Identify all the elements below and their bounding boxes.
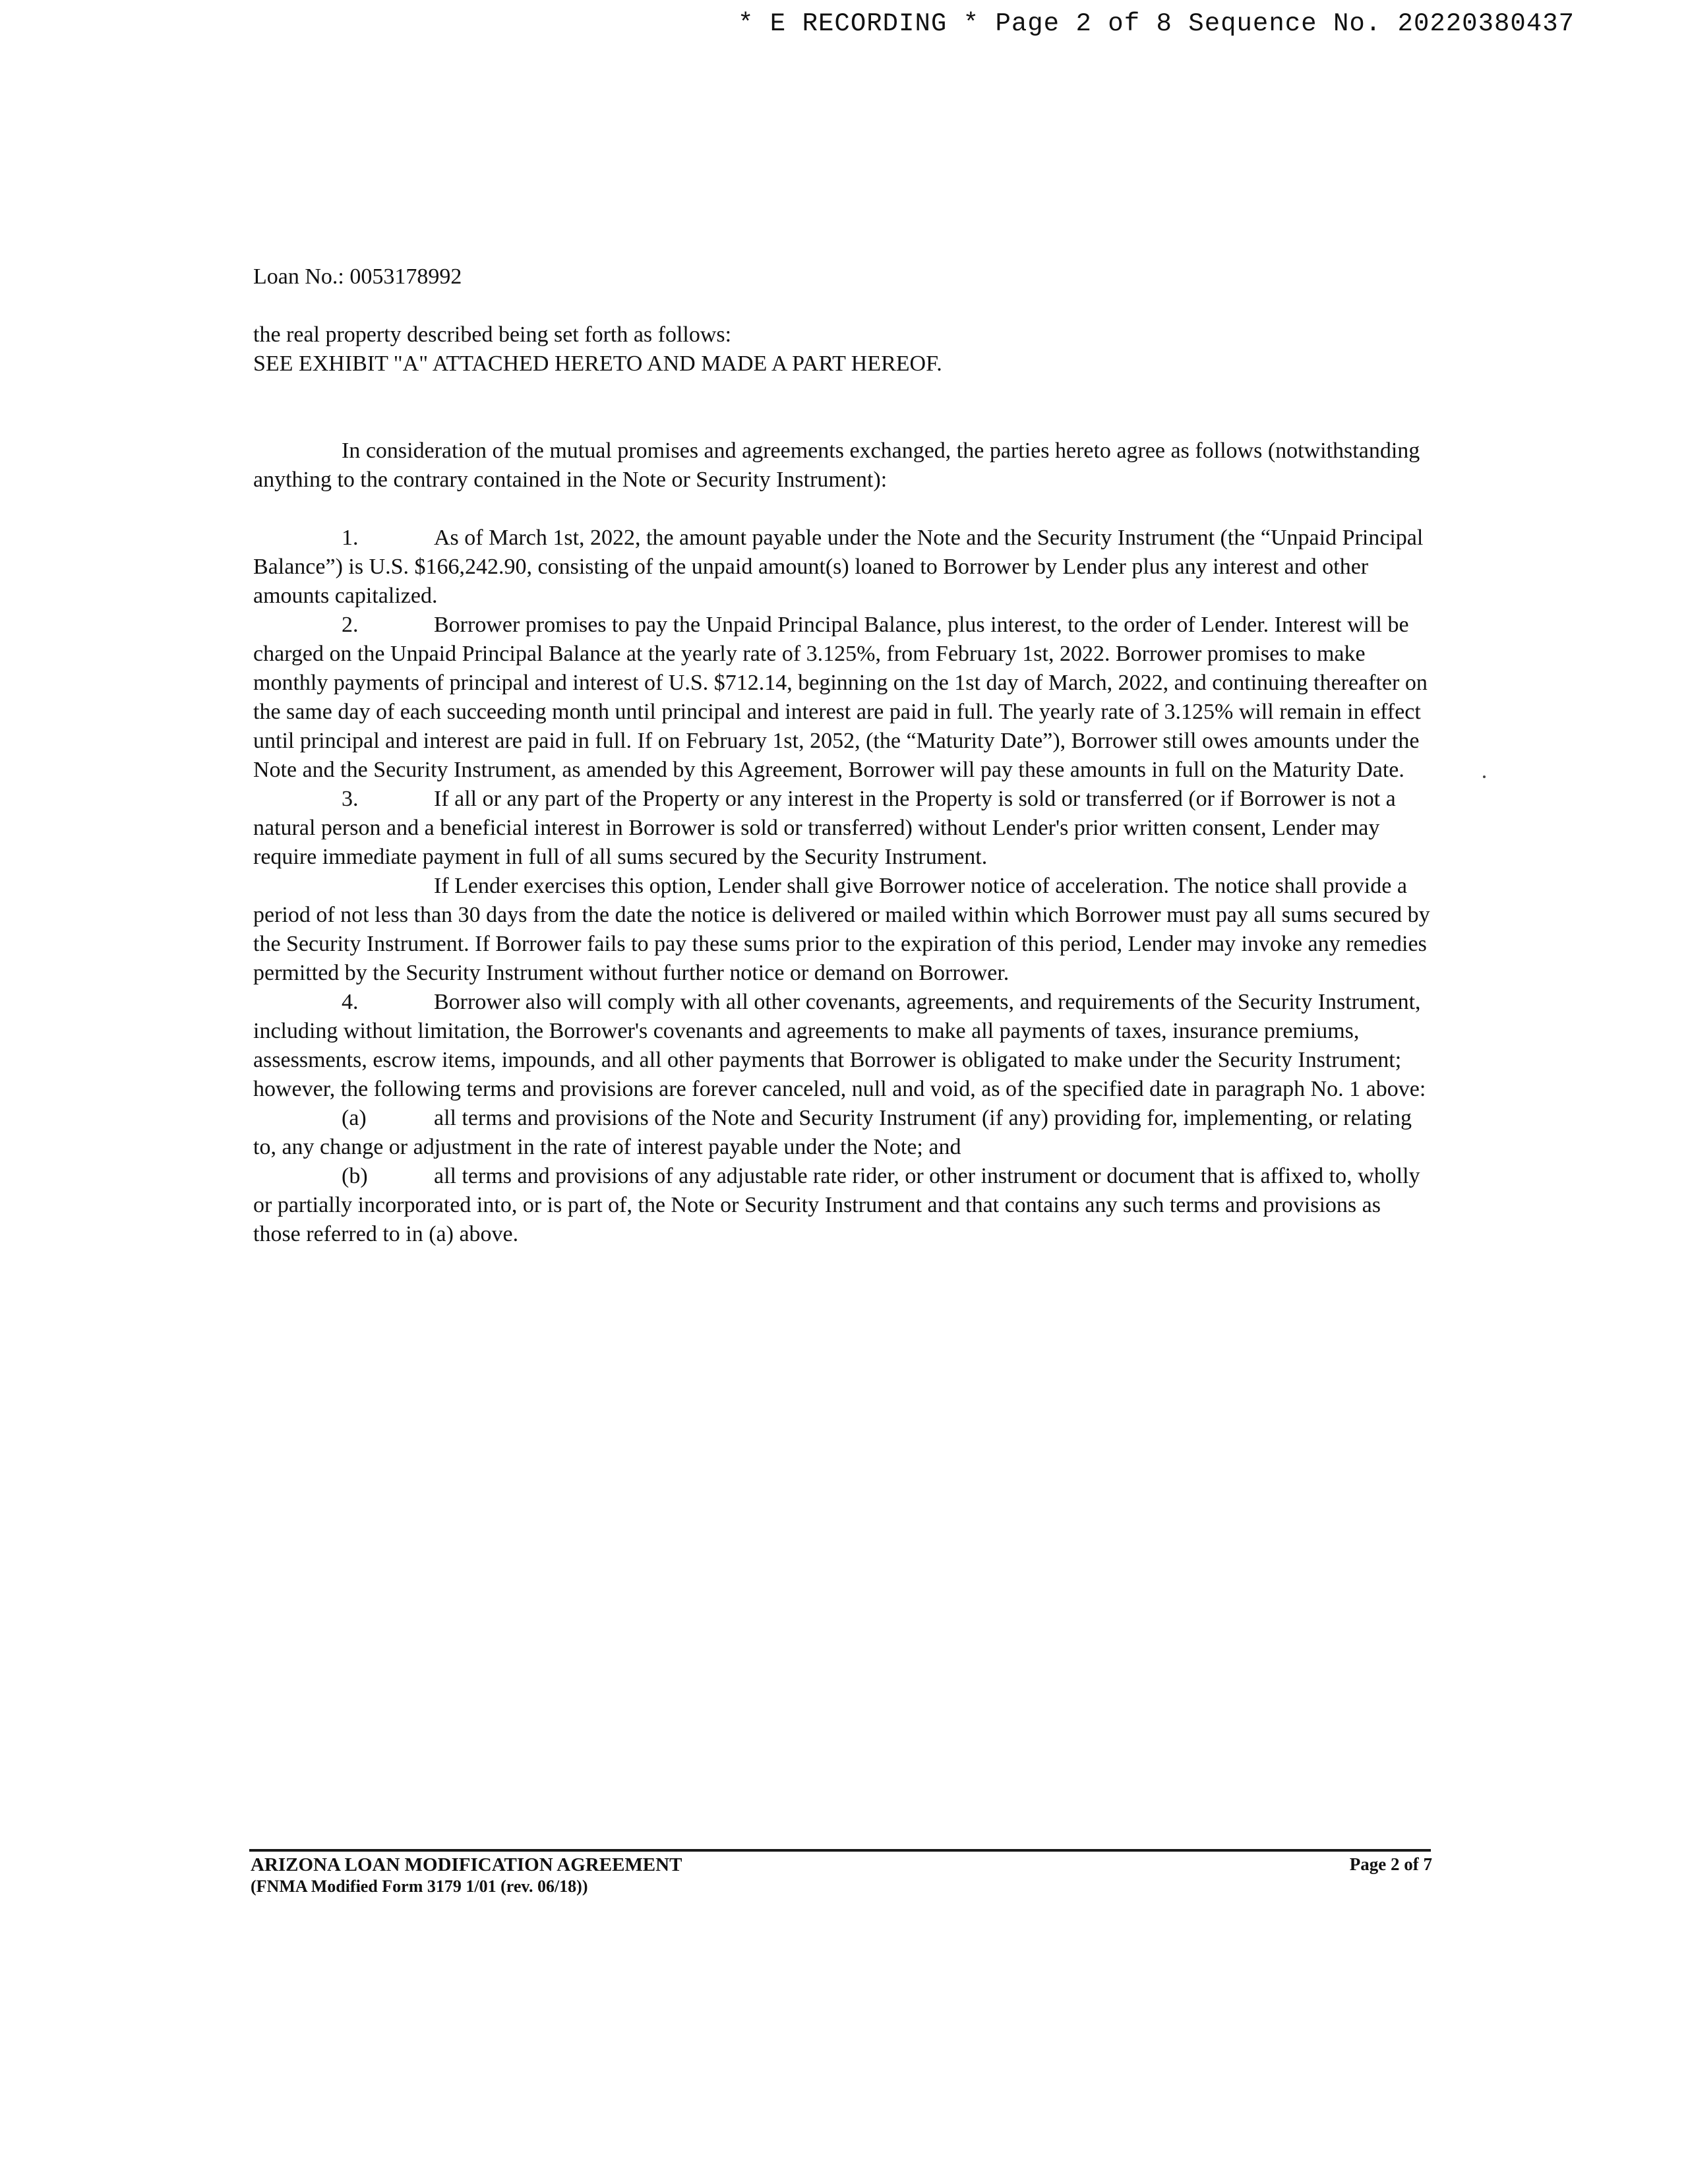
paragraph-3	[253, 785, 1433, 872]
recording-header: * E RECORDING * Page 2 of 8 Sequence No. 20220380437	[738, 9, 1575, 38]
paragraph-text: Borrower also will comply with all other covenants, agreements, and requirements of the Security Instrument, including without limitation, the Borrower's covenants and agreements to make all payments of taxes, insurance premiums, assessments, escrow items, impounds, and all other payments that Borrower is obligated to make under the Security Instrument; however, the following terms and provisions are forever canceled, null and void, as of the specified date in paragraph No. 1 above:	[253, 990, 1426, 1101]
paragraph-3-continuation	[253, 872, 1433, 988]
paragraph-text: If Lender exercises this option, Lender shall give Borrower notice of acceleration. The notice shall provide a period of not less than 30 days from the date the notice is delivered or mailed within which Borrower must pay all sums secured by the Security Instrument. If Borrower fails to pay these sums prior to the expiration of this period, Lender may invoke any remedies permitted by the Security Instrument without further notice or demand on Borrower.	[253, 874, 1430, 985]
paragraph-text: Borrower promises to pay the Unpaid Principal Balance, plus interest, to the order of Lender. Interest will be charged on the Unpaid Principal Balance at the yearly rate of 3.125%, from February 1st, 2022. Borrower promises to make monthly payments of principal and interest of U.S. $712.14, beginning on the 1st day of March, 2022, and continuing thereafter on the same day of each succeeding month until principal and interest are paid in full. The yearly rate of 3.125% will remain in effect until principal and interest are paid in full. If on February 1st, 2052, (the “Maturity Date”), Borrower still owes amounts under the Note and the Security Instrument, as amended by this Agreement, Borrower will pay these amounts in full on the Maturity Date.	[253, 613, 1428, 782]
footer-divider	[249, 1849, 1431, 1852]
paragraph-2	[253, 611, 1433, 785]
exhibit-reference: SEE EXHIBIT "A" ATTACHED HERETO AND MADE A PART HEREOF.	[253, 351, 942, 376]
intro-paragraph: In consideration of the mutual promises and agreements exchanged, the parties hereto agree as follows (notwithstanding anything to the contrary contained in the Note or Security Instrument):	[253, 439, 1420, 492]
paragraph-text: all terms and provisions of the Note and Security Instrument (if any) providing for, implementing, or relating to, any change or adjustment in the rate of interest payable under the Note; and	[253, 1106, 1412, 1159]
paragraph-4	[253, 988, 1433, 1104]
paragraph-text: all terms and provisions of any adjustable rate rider, or other instrument or document that is affixed to, wholly or partially incorporated into, or is part of, the Note or Security Instrument and that contains any such terms and provisions as those referred to in (a) above.	[253, 1164, 1420, 1246]
footer-form-title: ARIZONA LOAN MODIFICATION AGREEMENT	[251, 1854, 682, 1875]
footer-page-number: Page 2 of 7	[1349, 1854, 1432, 1874]
subparagraph-b	[253, 1162, 1433, 1249]
paragraph-number: 1.	[342, 526, 359, 550]
paragraph-number: 2.	[342, 613, 359, 637]
paragraph-text: As of March 1st, 2022, the amount payable under the Note and the Security Instrument (the “Unpaid Principal Balance”) is U.S. $166,242.90, consisting of the unpaid amount(s) loaned to Borrower by Lender plus any interest and other amounts capitalized.	[253, 526, 1424, 608]
paragraph-1	[253, 524, 1433, 611]
paragraph-number: 4.	[342, 990, 359, 1014]
loan-number: Loan No.: 0053178992	[253, 264, 462, 289]
paragraph-number: (a)	[342, 1106, 367, 1130]
paragraph-number: (b)	[342, 1164, 368, 1188]
subparagraph-a	[253, 1104, 1433, 1162]
footer-form-number: (FNMA Modified Form 3179 1/01 (rev. 06/18))	[251, 1877, 588, 1896]
document-body	[253, 262, 1433, 1249]
paragraph-text: If all or any part of the Property or any interest in the Property is sold or transferred (or if Borrower is not a natural person and a beneficial interest in Borrower is sold or transferred) without Lender's prior written consent, Lender may require immediate payment in full of all sums secured by the Security Instrument.	[253, 787, 1396, 869]
paragraph-number: 3.	[342, 787, 359, 811]
property-description-line: the real property described being set forth as follows:	[253, 322, 732, 347]
scan-speck	[1483, 775, 1486, 778]
